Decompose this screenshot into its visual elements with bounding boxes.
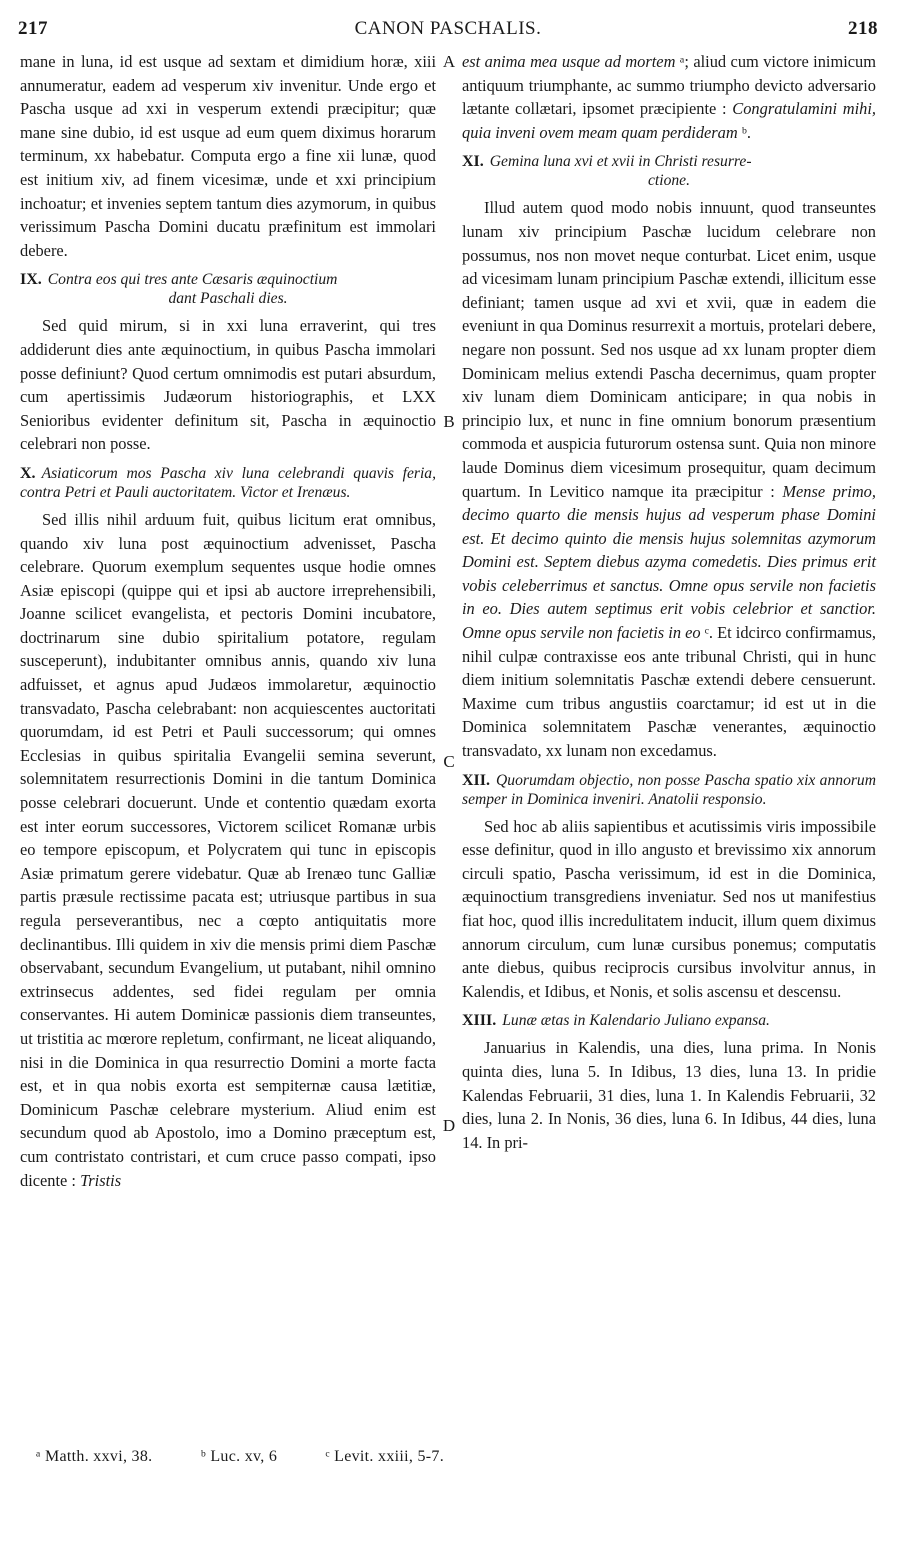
section-title: Lunæ ætas in Kalendario Juliano expansa. (502, 1012, 770, 1030)
running-header (18, 12, 878, 40)
section-heading-xiii (462, 1011, 876, 1030)
italic-run: Congratulamini mihi, quia inveni ovem meam quam perdideram (462, 99, 876, 142)
section-number: XIII. (462, 1012, 497, 1030)
page-number-left: 217 (18, 18, 48, 39)
footnote-ref: ᵇ. (737, 122, 751, 142)
paragraph-continued (462, 50, 876, 144)
paragraph-section-xiii: Januarius in Kalendis, una dies, luna prima. In Nonis quinta dies, luna 5. In Idibus, 13 dies, luna 13. In pridie Kalendas Februarii, 31 dies, luna 1. In Kalendis Februarii, 32 dies, luna 2. In Nonis, 36 dies, luna 6. In Idibus, 44 dies, luna 14. In pri- (462, 1038, 876, 1152)
section-title-continued: ctione. (648, 172, 690, 190)
footnote: ᵃ Matth. xxvi, 38. (36, 1448, 153, 1465)
page-number-right: 218 (848, 18, 878, 39)
paragraph-section-ix: Sed quid mirum, si in xxi luna erraverint, qui tres addiderunt dies ante æquinoctium, in quibus Pascha immolari posse definiunt? Quod certum omnimodis est putari absurdum, cum apertissimis Judæorum historiographis, et LXX Senioribus evidenter definitum sit, Pascha in æquinoctio celebrari non posse. (20, 316, 436, 454)
paragraph-text: Sed illis nihil arduum fuit, quibus licitum erat omnibus, quando xiv luna post æquinoctium advenisset, Pascha celebrare. Quorum exemplum sequentes usque hodie omnes Asiæ episcopi (quippe qui et ipsi ab auctore irreprehensibili, Joanne scilicet evangelista, et pectoris Domini incubatore, doctrinarum sine dubio spiritalium potatore, regulam susceperunt), indubitanter omnibus annis, quando xiv luna adfuisset, et agnus apud Judæos immolaretur, æquinoctio transvadato, Pascha celebrabant: non acquiescentes auctoritati quorumdam, id est Petri et Pauli successorum; qui omnes Ecclesias in quibus spiritalia Evangelii semina severunt, solemnitatem resurrectionis Domini in die tantum Dominica posse celebrari docuerunt. Unde et contentio quædam exorta est inter eorum successores, Victorem scilicet Romanæ urbis eo tempore episcopum, et Polycratem qui tunc in episcopis Asiæ primatum gerere videbatur. Quæ ab Irenæo tunc Galliæ partis præsule rectissime pacata est; utriusque partibus in sua regula perseverantibus, nec a cœpto antiquitatis more declinantibus. Illi quidem in xiv die mensis primi diem Paschæ observabant, secundum Evangelium, ut putabant, nihil omnino extrinsecus addentes, sed fidei regulam per omnia conservantes. Hi autem Dominicæ passionis diem transeuntes, ut tristitia ac mœrore repletum, confirmant, ne liceat aliquando, nisi in die Dominica in qua resurrectio Domini a morte facta est, et in qua nobis exorta est sempiternæ causa lætitiæ, Dominicum Paschæ celebrare mysterium. Aliud enim est secundum quod ab Apostolo, imo a Domino præceptum est, cum contristato contristari, et cum cruce passo compati, ipso dicente : (20, 509, 436, 1190)
section-number: IX. (20, 271, 42, 289)
footnote: ᶜ Levit. xxiii, 5-7. (325, 1448, 444, 1465)
margin-marker-a: A (442, 52, 456, 71)
section-number: X. (20, 464, 36, 482)
section-heading-ix (20, 270, 436, 308)
footnote-ref: ᵃ (675, 52, 685, 71)
right-column (462, 50, 876, 1154)
footnote: ᵇ Luc. xv, 6 (200, 1448, 278, 1465)
section-heading-x (20, 464, 436, 502)
section-title: Asiaticorum mos Pascha xiv luna celebrandi quavis feria, contra Petri et Pauli auctoritatem. Victor et Irenæus. (20, 464, 436, 501)
running-title: CANON PASCHALIS. (354, 18, 542, 39)
section-number: XII. (462, 771, 491, 789)
paragraph-continued: mane in luna, id est usque ad sextam et dimidium horæ, xiii annumeratur, eadem ad vesperum xiv invenitur. Unde ergo et Pascha usque ad xxi in vesperum extendi præcipitur; quæ mane sine dubio, id est usque ad eum quem diximus horarum terminum, xx habebatur. Computa ergo a fine xii lunæ, quod est initium xiv, ad finem vicesimæ, unde et xxi principium inchoatur; et invenies septem tantum dies azymorum, in quibus verissimum Pascha Domini ducatu præfinitum est immolari debere. (20, 52, 436, 260)
section-number: XI. (462, 153, 484, 171)
paragraph-section-x (20, 508, 436, 1192)
section-heading-xi (462, 152, 876, 190)
paragraph-text: Et idcirco confirmamus, nihil culpæ contraxisse eos ante tribunal Christi, qui in hunc diem initium solemnitatis Paschæ extendi debere censuerunt. Maxime cum tribus angustiis coarctamur; id est ut in die Dominica solemnitatem Paschæ venerantes, æquinoctio transvadato, xx lunam non excedamus. (462, 623, 876, 761)
paragraph-text: ; aliud cum victore inimicum antiquum triumphante, ac summo triumpho devicto adversario lætante collætari, ipsomet præcipiente : (462, 52, 876, 119)
paragraph-text: Illud autem quod modo nobis innuunt, quod transeuntes lunam xiv principium Paschæ lucidum celebrare non possumus, nos non movet neque conturbat. Licet enim, usque ad vicesimam lunam principium Paschæ extendi, illicitum esse definiant; tamen usque ad xvi et xvii, quæ in eadem die eveniunt in qua Dominus resurrexit a mortuis, protelari debere, negare non possunt. Sed nos usque ad xx lunam propter diem Dominicam melius extendi Pascha decernimus, quam propter xiv lunam diem Dominicam anticipare; in qua nobis in principio lux, et nunc in fine omnium bonorum præsentium commoda et auspicia futurorum ostensa sunt. Quia non minore laude Dominus diem vicesimum prosequitur, quam decimum quartum. In Levitico namque ita præcipitur : (462, 198, 876, 501)
section-title: Gemina luna xvi et xvii in Christi resurre- (489, 153, 752, 171)
section-title-continued: dant Paschali dies. (168, 290, 288, 308)
margin-marker-c: C (443, 752, 455, 771)
footnote-ref: ᶜ. (700, 623, 714, 643)
italic-run: est anima mea usque ad mortem (462, 52, 676, 71)
paragraph-section-xi (462, 196, 876, 762)
section-title: Quorumdam objectio, non posse Pascha spatio xix annorum semper in Dominica inveniri. Anatolii responsio. (462, 771, 876, 808)
section-heading-xii (462, 771, 876, 809)
left-column (20, 50, 436, 1192)
section-title: Contra eos qui tres ante Cæsaris æquinoctium (47, 271, 338, 289)
margin-marker-d: D (442, 1116, 456, 1135)
paragraph-section-xii: Sed hoc ab aliis sapientibus et acutissimis viris impossibile esse definitur, quod in illo angusto et brevissimo xix annorum circuli spatio, Pascha verissimum, id est in die Dominica, æquinoctium transgrediens inveniatur. Sed nos ut manifestius fiat hoc, quod illis incredulitatem inducit, illum quem diximus annorum circulum, cum lunæ cursibus ponemus; computatis ante diebus, quibus reciprocis cursibus involvitur annus, in Kalendis, et Idibus, et Nonis, et solis ascensu et descensu. (462, 816, 876, 1001)
footnotes (36, 1448, 856, 1466)
italic-quote: Mense primo, decimo quarto die mensis hujus ad vesperum phase Domini est. Et decimo quinto die mensis hujus solemnitas azymorum Domini est. Septem diebus azyma comedetis. Dies primus erit vobis celeberrimus et sanctus. Omne opus servile non facietis in eo. Dies autem septimus erit vobis celebrior et sanctior. Omne opus servile non facietis in eo (462, 481, 876, 643)
margin-marker-b: B (443, 412, 455, 431)
italic-run: Tristis (80, 1170, 122, 1190)
